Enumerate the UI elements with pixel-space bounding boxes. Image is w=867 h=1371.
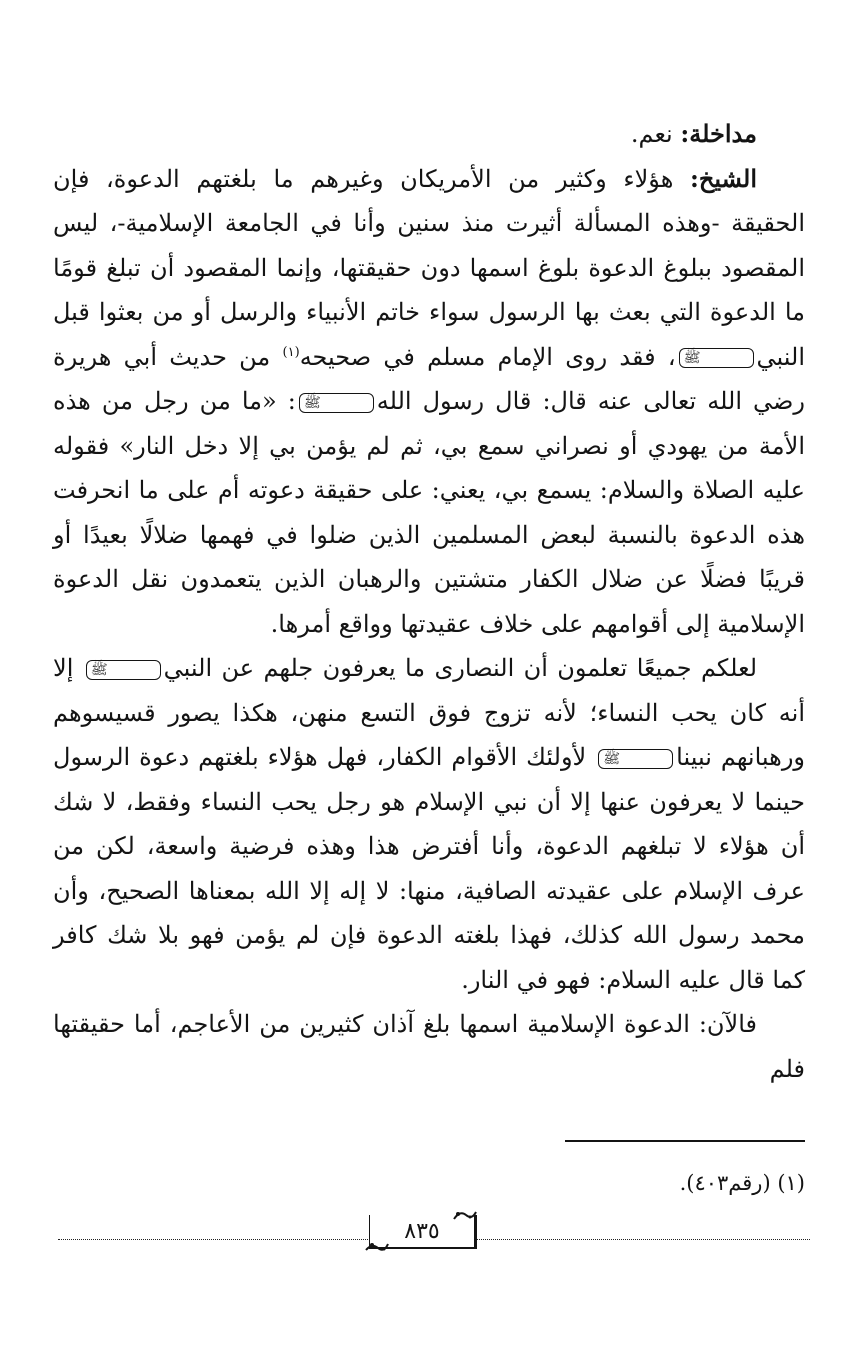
paragraph-text: إلا أنه كان يحب النساء؛ لأنه تزوج فوق التسع منهن، هكذا يصور قسيسوهم ورهبانهم نبينا <box>53 654 806 771</box>
salla-ligature-icon: ﷺ <box>679 348 754 368</box>
corner-ornament-icon <box>364 1241 390 1253</box>
page-number: ٨٣٥ <box>404 1218 440 1244</box>
footnote-reference[interactable]: (١) <box>282 344 300 360</box>
paragraph-text: لعلكم جميعًا تعلمون أن النصارى ما يعرفون جلهم عن النبي <box>163 654 758 682</box>
salla-ligature-icon: ﷺ <box>598 749 673 769</box>
salla-ligature-icon: ﷺ <box>299 393 374 413</box>
paragraph-text: من حديث أبي هريرة رضي الله تعالى عنه قال: قال رسول الله <box>53 342 806 415</box>
paragraph-text: نعم. <box>630 120 681 148</box>
paragraph-interjection <box>53 112 805 157</box>
speaker-label: مداخلة: <box>680 119 757 148</box>
speaker-label: الشيخ: <box>690 163 757 193</box>
paragraph-text: : «ما من رجل من هذه الأمة من يهودي أو نصراني سمع بي، ثم لم يؤمن بي إلا دخل النار» فقوله عليه الصلاة والسلام: يسمع بي، يعني: على حقيقة دعوته أم على ما انحرفت هذه الدعوة بالنسبة لبعض المسلمين الذين ضلوا في فهمها ضلالًا بعيدًا أو قريبًا فضلًا عن ضلال الكفار متشتين والرهبان الذين يتعمدون نقل الدعوة الإسلامية إلى أقوامهم على خلاف عقيدتها وواقع أمرها. <box>53 387 806 638</box>
page-number-frame <box>369 1215 477 1249</box>
paragraph-text: ، فقد روى الإمام مسلم في صحيحه <box>299 342 676 371</box>
salla-ligature-icon: ﷺ <box>86 660 161 680</box>
paragraph-text: فالآن: الدعوة الإسلامية اسمها بلغ آذان كثيرين من الأعاجم، أما حقيقتها فلم <box>53 1010 805 1083</box>
footnote-divider <box>565 1140 805 1142</box>
corner-ornament-icon <box>452 1209 478 1221</box>
paragraph-christians <box>53 646 805 1002</box>
paragraph-sheikh-answer <box>53 157 805 647</box>
main-text <box>53 112 805 1091</box>
paragraph-text: لأولئك الأقوام الكفار، فهل هؤلاء بلغتهم دعوة الرسول حينما لا يعرفون عنها إلا أن نبي الإسلام هو رجل يحب النساء وفقط، لا شك أن هؤلاء لا تبلغهم الدعوة، وأنا أفترض هذا وهذه فرضية واسعة، لكن من عرف الإسلام على عقيدته الصافية، منها: لا إله إلا الله بمعناها الصحيح، وأن محمد رسول الله كذلك، فهذا بلغته الدعوة فإن لم يؤمن فهو بلا شك كافر كما قال عليه السلام: فهو في النار. <box>53 743 805 994</box>
paragraph-now <box>53 1002 805 1091</box>
paragraph-text: هؤلاء وكثير من الأمريكان وغيرهم ما بلغتهم الدعوة، فإن الحقيقة -وهذه المسألة أثيرت منذ سنين وأنا في الجامعة الإسلامية-، ليس المقصود ببلوغ الدعوة بلوغ اسمها دون حقيقتها، وإنما المقصود أن تبلغ قومًا ما الدعوة التي بعث بها الرسول سواء خاتم الأنبياء والرسل أو من بعثوا قبل النبي <box>53 164 805 371</box>
footnote: (١) (رقم٤٠٣). <box>679 1171 805 1195</box>
page-footer <box>58 1212 810 1252</box>
